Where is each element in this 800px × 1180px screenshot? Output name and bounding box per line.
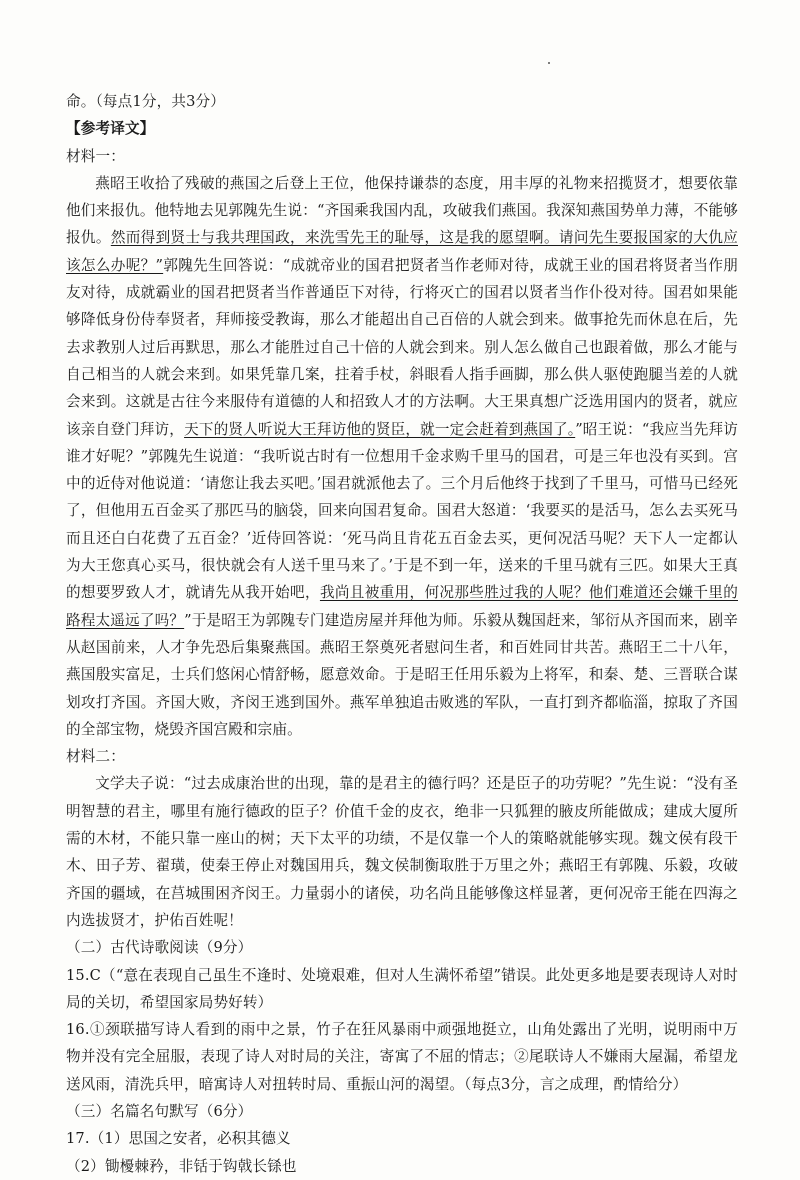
m1-underlined-3: 我尚且被重用，何况那些胜过我的人呢？他们难道还会嫌千里的路程太遥远了吗？ [66,584,738,629]
material-one-label: 材料一： [66,147,125,165]
m1-text-c: ”昭王说：“我应当先拜访谁才好呢？”郭隗先生说道：“我听说古时有一位想用千金求购千里马的国君，可是三年也没有买到。宫中的近侍对他说道：‘请您让我去买吧。’国君就派他去了。三个月后他终于找到了千里马，可惜马已经死了，但他用五百金买了那匹马的脑袋，回来向国君复命。国君大怒道：‘我要买的是活马，怎么去买死马而且还白白花费了五百金？’近侍回答说：‘死马尚且肯花五百金去买，更何况活马呢？天下人一定都认为大王您真心买马，很快就会有人送千里马来了。’于是不到一年，送来的千里马就有三匹。如果大王真的想要罗致人才，就请先从我开始吧， [66,420,738,602]
reference-translation-title: 【参考译文】 [66,120,155,138]
scan-speck [548,62,550,64]
section-two-title: （二）古代诗歌阅读（9分） [66,939,253,957]
answer-key-page [66,88,738,1180]
m1-text-a: 燕昭王收拾了残破的燕国之后登上王位，他保持谦恭的态度，用丰厚的礼物来招揽贤才，想要依靠他们来报仇。他特地去见郭隗先生说：“齐国乘我国内乱，攻破我们燕国。我深知燕国势单力薄，不能够报仇。 [66,174,738,247]
question-17-1-answer: 17.（1）思国之安者，必积其德义 [66,1130,291,1148]
material-two-label: 材料二： [66,748,125,766]
question-15-answer: 15.C（“意在表现自己虽生不逢时、处境艰难，但对人生满怀希望”错误。此处更多地是要表现诗人对时局的关切，希望国家局势好转） [66,966,738,1011]
section-three-title: （三）名篇名句默写（6分） [66,1102,253,1120]
m1-text-b: 郭隗先生回答说：“成就帝业的国君把贤者当作老师对待，成就王业的国君将贤者当作朋友对待，成就霸业的国君把贤者当作普通臣下对待，行将灭亡的国君以贤者当作仆役对待。国君如果能够降低身份侍奉贤者，拜师接受教诲，那么才能超出自己百倍的人就会到来。做事抢先而休息在后，先去求教别人过后再默思，那么才能胜过自己十倍的人就会到来。别人怎么做自己也跟着做，那么才能与自己相当的人就会来到。如果凭靠几案，拄着手杖，斜眼看人指手画脚，那么供人驱使跑腿当差的人就会来到。这就是古往今来服侍有道德的人和招致人才的方法啊。大王果真想广泛选用国内的贤者，就应该亲自登门拜访， [66,256,738,438]
m1-text-d: ”于是昭王为郭隗专门建造房屋并拜他为师。乐毅从魏国赶来，邹衍从齐国而来，剧辛从赵国前来，人才争先恐后集聚燕国。燕昭王祭奠死者慰问生者，和百姓同甘共苦。燕昭王二十八年，燕国殷实富足，士兵们悠闲心情舒畅，愿意效命。于是昭王任用乐毅为上将军，和秦、楚、三晋联合谋划攻打齐国。齐国大败，齐闵王逃到国外。燕军单独追击败逃的军队，一直打到齐都临淄，掠取了齐国的全部宝物，烧毁齐国宫殿和宗庙。 [66,611,739,738]
m1-underlined-2: 天下的贤人听说大王拜访他的贤臣，就一定会赶着到燕国了。 [184,420,576,438]
material-two-paragraph: 文学夫子说：“过去成康治世的出现，靠的是君主的德行吗？还是臣子的功劳呢？”先生说：“没有圣明智慧的君主，哪里有施行德政的臣子？价值千金的皮衣，绝非一只狐狸的腋皮所能做成；建成大厦所需的木材，不能只靠一座山的树；天下太平的功绩，不是仅靠一个人的策略就能够实现。魏文侯有段干木、田子芳、翟璜，使秦王停止对魏国用兵，魏文侯制衡取胜于万里之外；燕昭王有郭隗、乐毅，攻破齐国的疆域，在莒城围困齐闵王。力量弱小的诸侯，功名尚且能够像这样显著，更何况帝王能在四海之内选拔贤才，护佑百姓呢！ [66,775,738,929]
question-17-2-answer: （2）锄櫌棘矜，非铦于钩戟长铩也 [66,1157,297,1175]
m1-underlined-1: 然而得到贤士与我共理国政，来洗雪先王的耻辱，这是我的愿望啊。请问先生要报国家的大仇应该怎么办呢？” [66,229,738,274]
question-16-answer: 16.①颈联描写诗人看到的雨中之景，竹子在狂风暴雨中顽强地挺立，山角处露出了光明，说明雨中万物并没有完全屈服，表现了诗人对时局的关注，寄寓了不屈的情志；②尾联诗人不嫌雨大屋漏，希望龙送风雨，清洗兵甲，暗寓诗人对扭转时局、重振山河的渴望。（每点3分，言之成理，酌情给分） [66,1021,738,1093]
material-one-paragraph [66,170,738,743]
header-line: 命。（每点1分，共3分） [66,93,226,110]
